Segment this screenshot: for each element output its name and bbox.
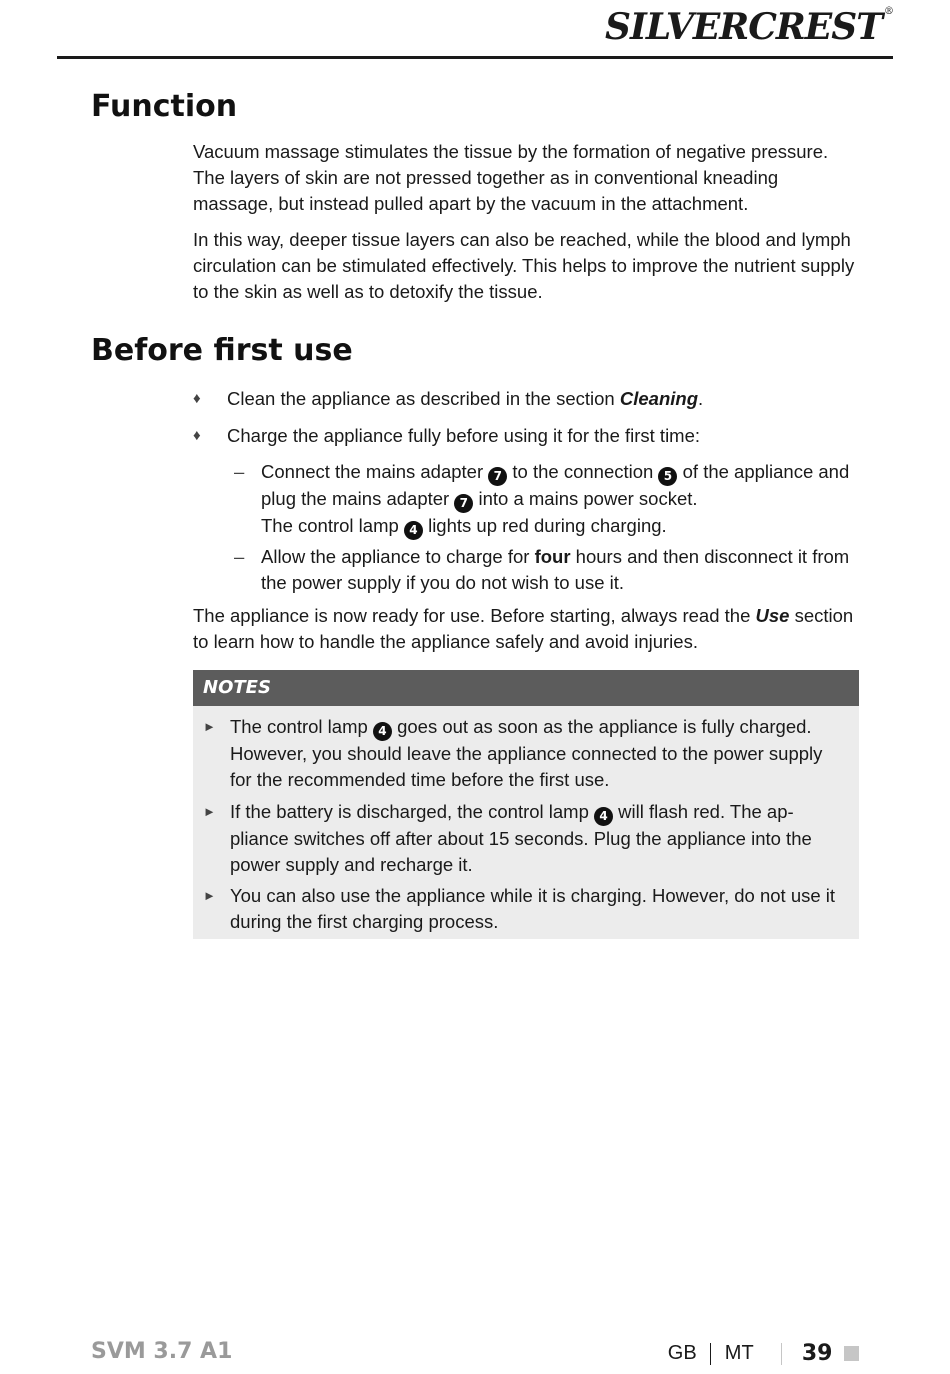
text-run: The control lamp [230, 716, 373, 737]
notes-box [193, 670, 859, 939]
text-run: will flash red. The ap- pliance switches off after about 15 seconds. Plug the appliance into the power supply and recharge it. [230, 801, 812, 875]
function-paragraph-1: Vacuum massage stimulates the tissue by the formation of negative pressure. The layers of skin are not pressed together as in conventional kneading massage, but instead pulled apart by the vacuum in the attachment. [193, 141, 829, 214]
text-run: goes out as soon as the appliance is fully charged. However, you should leave the appliance connected to the power supply for the recommended time before the first use. [230, 716, 823, 790]
note-text [230, 799, 842, 878]
text-run: Connect the mains adapter [261, 461, 489, 482]
dash-bullet-icon: – [234, 461, 245, 482]
footer-divider [781, 1343, 782, 1365]
sub-list-item-text [261, 459, 861, 540]
part-number-badge: 7 [454, 494, 473, 513]
part-number-badge: 4 [404, 521, 423, 540]
use-reference: Use [755, 605, 790, 626]
text-run: section to learn how to handle the appliance safely and avoid injuries. [193, 605, 854, 652]
footer-divider [710, 1343, 711, 1365]
sub-list-item-text [261, 544, 861, 596]
diamond-bullet-icon: ♦ [193, 427, 201, 444]
part-number-badge: 4 [594, 807, 613, 826]
function-paragraph-2: In this way, deeper tissue layers can also be reached, while the blood and lymph circulation can be stimulated effectively. This helps to improve the nutrient supply to the skin as well as to detoxify the tissue. [193, 229, 855, 302]
text-run: into a mains power socket. [473, 488, 698, 509]
text-run: Allow the appliance to charge for [261, 546, 535, 567]
section-title-function: Function [91, 89, 238, 124]
text-run: The appliance is now ready for use. Before starting, always read the [193, 605, 756, 626]
page-marker-square-icon [844, 1346, 859, 1361]
arrow-bullet-icon: ► [203, 888, 216, 903]
brand-logo [605, 6, 893, 48]
brand-name: SILVERCREST [605, 6, 882, 48]
text-run: lights up red during charging. [422, 515, 667, 536]
arrow-bullet-icon: ► [203, 719, 216, 734]
page-number: 39 [801, 1341, 833, 1366]
footer-page-info [668, 1341, 859, 1369]
list-item-text [227, 386, 861, 412]
part-number-badge: 7 [488, 467, 507, 486]
note-text: You can also use the appliance while it is charging. However, do not use it during the first charging process. [230, 885, 836, 932]
dash-bullet-icon: – [234, 546, 245, 567]
text-run: hours and then disconnect it from the power supply if you do not wish to use it. [261, 546, 850, 593]
text-run: If the battery is discharged, the control lamp [230, 801, 595, 822]
text-run: to the connection [507, 461, 659, 482]
text-run: Clean the appliance as described in the section [227, 388, 620, 409]
text-run: of the appliance and plug the mains adapter [261, 461, 850, 509]
diamond-bullet-icon: ♦ [193, 390, 201, 407]
note-text [230, 714, 842, 793]
language-code: MT [724, 1342, 754, 1364]
text-run: The control lamp [261, 515, 404, 536]
ready-paragraph [193, 603, 861, 655]
registered-mark: ® [884, 6, 893, 17]
header-rule [57, 56, 893, 59]
part-number-badge: 4 [373, 722, 392, 741]
section-title-before-first-use: Before first use [91, 333, 353, 368]
arrow-bullet-icon: ► [203, 804, 216, 819]
emphasis-four: four [534, 546, 571, 567]
notes-title: NOTES [193, 670, 859, 706]
language-code: GB [667, 1342, 697, 1364]
cleaning-reference: Cleaning [619, 388, 698, 409]
text-run: . [698, 388, 704, 409]
footer-model-number: SVM 3.7 A1 [91, 1339, 233, 1364]
list-item-text: Charge the appliance fully before using it for the first time: [227, 425, 701, 446]
part-number-badge: 5 [658, 467, 677, 486]
